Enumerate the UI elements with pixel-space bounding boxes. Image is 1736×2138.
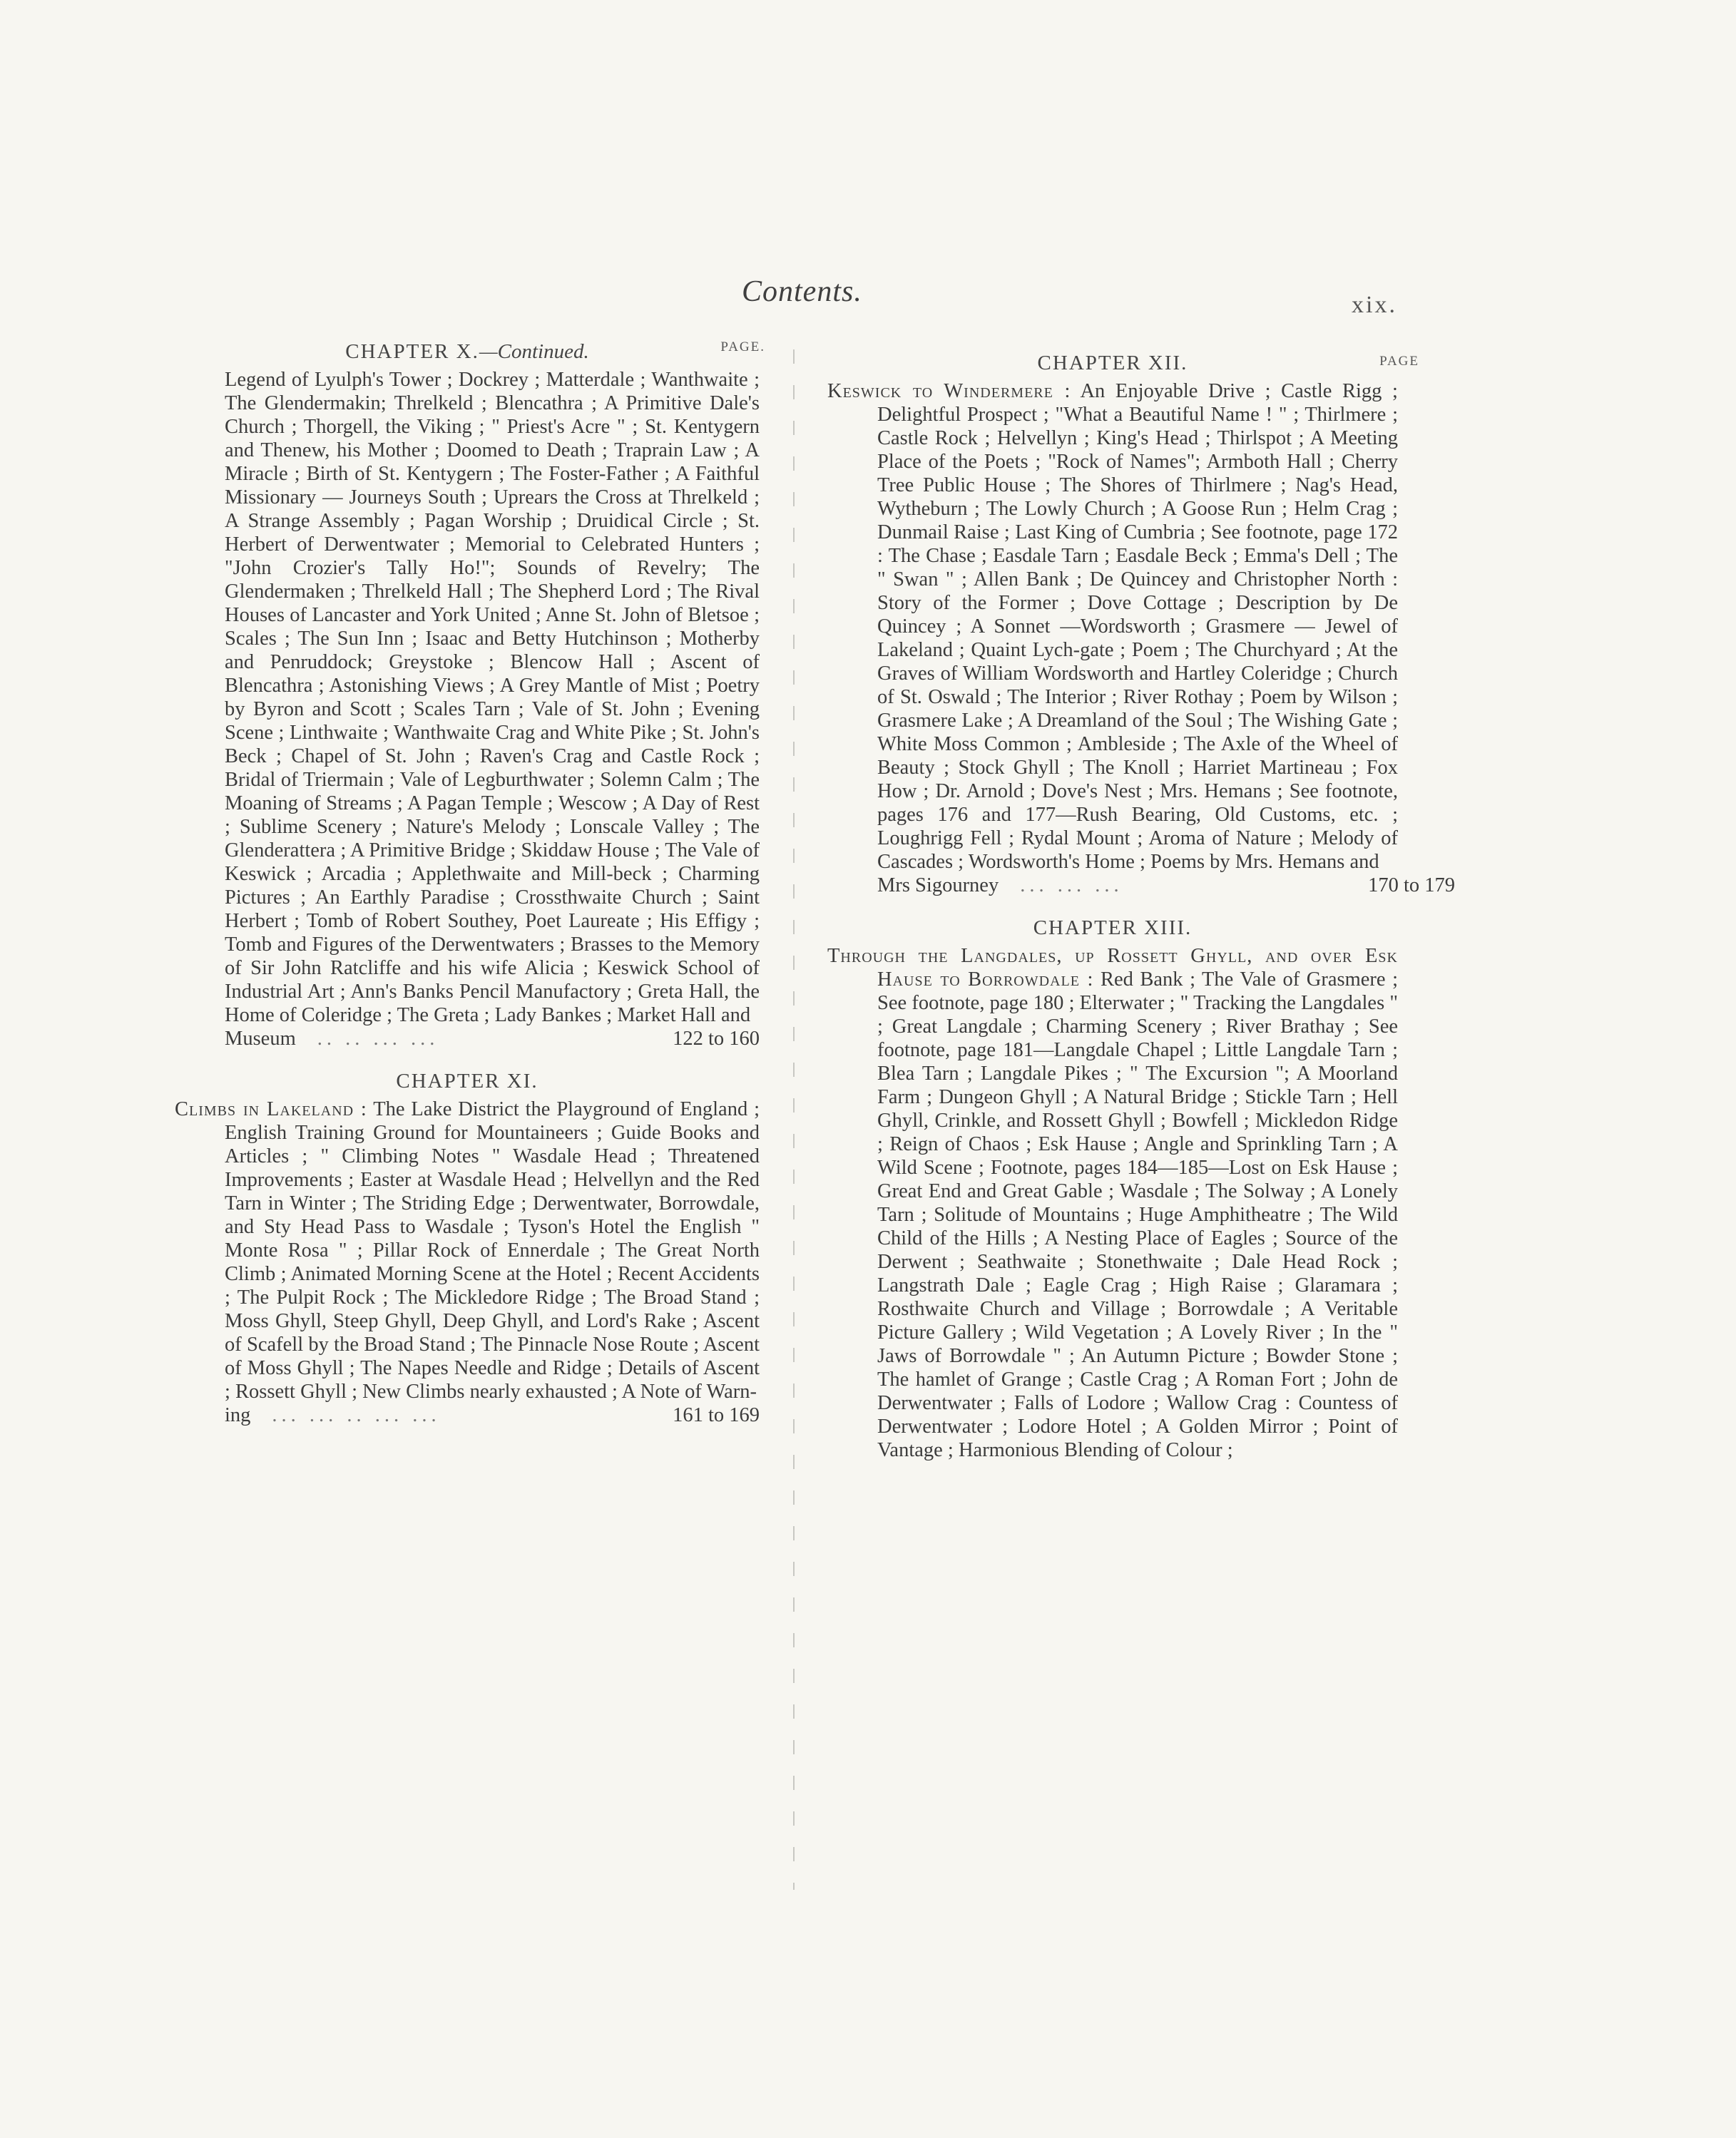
page-number: xix. (1352, 292, 1397, 318)
chapter-xi-title: CHAPTER XI. (396, 1070, 538, 1093)
chapter-x-heading (175, 335, 760, 368)
chapter-xii-text: An Enjoyable Drive ; Castle Rigg ; Delightful Prospect ; "What a Beautiful Name ! " ; Thirlmere ; Castle Rock ; Helvellyn ; King's Head ; Thirlspot ; A Meeting Place of the Poets ; "Rock of Names"; Armboth Hall ; Cherry Tree Public House ; The Shores of Thirlmere ; Nag's Head, Wytheburn ; The Lowly Church ; A Goose Run ; Helm Crag ; Dunmail Raise ; Last King of Cumbria ; See footnote, page 172 : The Chase ; Easdale Tarn ; Easdale Beck ; Emma's Dell ; The " Swan " ; Allen Bank ; De Quincey and Christopher North : Story of the Former ; Dove Cottage ; Description by De Quincey ; A Sonnet —Wordsworth ; Grasmere — Jewel of Lakeland ; Quaint Lych-gate ; Poem ; The Churchyard ; At the Graves of William Wordsworth and Hartley Coleridge ; Church of St. Oswald ; The Interior ; River Rothay ; Poem by Wilson ; Grasmere Lake ; A Dreamland of the Soul ; The Wishing Gate ; White Moss Common ; Ambleside ; The Axle of the Wheel of Beauty ; Stock Ghyll ; The Knoll ; Harriet Martineau ; Fox How ; Dr. Arnold ; Dove's Nest ; Mrs. Hemans ; See footnote, pages 176 and 177—Rush Bearing, Old Customs, etc. ; Loughrigg Fell ; Rydal Mount ; Aroma of Nature ; Melody of Cascades ; Wordsworth's Home ; Poems by Mrs. Hemans and (877, 380, 1398, 873)
chapter-x-text: Legend of Lyulph's Tower ; Dockrey ; Matterdale ; Wanthwaite ; The Glendermakin; Threlkeld ; Blencathra ; A Primitive Dale's Church ; Thorgell, the Viking ; " Priest's Acre " ; St. Kentygern and Thenew, his Mother ; Doomed to Death ; Traprain Law ; A Miracle ; Birth of St. Kentygern ; The Foster-Father ; A Faithful Missionary — Journeys South ; Uprears the Cross at Threlkeld ; A Strange Assembly ; Pagan Worship ; Druidical Circle ; St. Herbert of Derwentwater ; Memorial to Celebrated Hunters ; "John Crozier's Tally Ho!"; Sounds of Revelry; The Glendermaken ; Threlkeld Hall ; The Shepherd Lord ; The Rival Houses of Lancaster and York United ; Anne St. John of Bletsoe ; Scales ; The Sun Inn ; Isaac and Betty Hutchinson ; Motherby and Penruddock; Greystoke ; Blencow Hall ; Ascent of Blencathra ; Astonishing Views ; A Grey Mantle of Mist ; Poetry by Byron and Scott ; Scales Tarn ; Vale of St. John ; Evening Scene ; Linthwaite ; Wanthwaite Crag and White Pike ; St. John's Beck ; Chapel of St. John ; Raven's Crag and Castle Rock ; Bridal of Triermain ; Vale of Legburthwater ; Solemn Calm ; The Moaning of Streams ; A Pagan Temple ; Wescow ; A Day of Rest ; Sublime Scenery ; Nature's Melody ; Lonscale Valley ; The Glenderattera ; A Primitive Bridge ; Skiddaw House ; The Vale of Keswick ; Arcadia ; Applethwaite and Mill-beck ; Charming Pictures ; An Earthly Paradise ; Crossthwaite Church ; Saint Herbert ; Tomb of Robert Southey, Poet Laureate ; His Effigy ; Tomb and Figures of the Derwentwaters ; Brasses to the Memory of Sir John Ratcliffe and his wife Alicia ; Keswick School of Industrial Art ; Ann's Banks Pencil Manufactory ; Greta Hall, the Home of Coleridge ; The Greta ; Lady Bankes ; Market Hall and (225, 369, 760, 1026)
page-header (0, 275, 1736, 324)
chapter-xi-heading-row (175, 1065, 760, 1098)
chapter-x-contents (225, 368, 760, 1027)
right-column (827, 347, 1455, 1462)
chapter-x-continued: —Continued. (479, 340, 589, 363)
running-title: Contents. (742, 275, 862, 308)
chapter-xi-text: The Lake District the Playground of England ; English Training Ground for Mountaineers ; Guide Books and Articles ; " Climbing Notes " Wasdale Head ; Threatened Improvements ; Easter at Wasdale Head ; Helvellyn and the Red Tarn in Winter ; The Striding Edge ; Derwentwater, Borrowdale, and Sty Head Pass to Wasdale ; Tyson's Hotel the English " Monte Rosa " ; Pillar Rock of Ennerdale ; The Great North Climb ; Animated Morning Scene at the Hotel ; Recent Accidents ; The Pulpit Rock ; The Mickledore Ridge ; The Broad Stand ; Moss Ghyll, Steep Ghyll, Deep Ghyll, and Lord's Rake ; Ascent of Scafell by the Broad Stand ; The Pinnacle Nose Route ; Ascent of Moss Ghyll ; The Napes Needle and Ridge ; Details of Ascent ; Rossett Ghyll ; New Climbs nearly exhausted ; A Note of Warn- (225, 1098, 760, 1403)
chapter-xii-last-word: Mrs Sigourney (877, 874, 999, 896)
chapter-xii-page-range: 170 to 179 (1368, 874, 1455, 896)
chapter-xi-tail (225, 1403, 760, 1427)
chapter-xii-heading-row (827, 347, 1419, 379)
chapter-xi-contents (175, 1098, 760, 1403)
chapter-xi-leader-dots: ... ... .. ... ... (272, 1404, 441, 1426)
page-column-label: PAGE. (720, 339, 765, 354)
chapter-xiii-lead: Through the Langdales, up Rossett Ghyll, and over Esk Hause to Borrowdale : (827, 945, 1398, 991)
chapter-xii-title: CHAPTER XII. (1037, 352, 1188, 374)
left-column (175, 335, 765, 1427)
chapter-xii-leader-dots: ... ... ... (1020, 874, 1123, 896)
chapter-x-last-word: Museum (225, 1028, 296, 1050)
chapter-x-heading-row (175, 335, 765, 368)
chapter-xiii-contents (827, 944, 1398, 1462)
chapter-xiii-text: Red Bank ; The Vale of Grasmere ; See footnote, page 180 ; Elterwater ; " Tracking the Langdales " ; Great Langdale ; Charming Scenery ; River Brathay ; See footnote, page 181—Langdale Chapel ; Little Langdale Tarn ; Blea Tarn ; Langdale Pikes ; " The Excursion "; A Moorland Farm ; Dungeon Ghyll ; A Natural Bridge ; Stickle Tarn ; Hell Ghyll, Crinkle, and Rossett Ghyll ; Bowfell ; Mickledon Ridge ; Reign of Chaos ; Esk Hause ; Angle and Sprinkling Tarn ; A Wild Scene ; Footnote, pages 184—185—Lost on Esk Hause ; Great End and Great Gable ; Wasdale ; The Solway ; A Lonely Tarn ; Solitude of Mountains ; Huge Amphitheatre ; The Wild Child of the Hills ; A Nesting Place of Eagles ; Source of the Derwent ; Seathwaite ; Stonethwaite ; Dale Head Rock ; Langstrath Dale ; Eagle Crag ; High Raise ; Glaramara ; Rosthwaite Church and Village ; Borrowdale ; A Veritable Picture Gallery ; Wild Vegetation ; A Lovely River ; In the " Jaws of Borrowdale " ; An Autumn Picture ; Bowder Stone ; The hamlet of Grange ; Castle Crag ; A Roman Fort ; John de Derwentwater ; Falls of Lodore ; Wallow Crag : Countess of Derwentwater ; Lodore Hotel ; A Golden Mirror ; Point of Vantage ; Harmonious Blending of Colour ; (877, 968, 1398, 1461)
chapter-x-page-range: 122 to 160 (673, 1028, 760, 1050)
chapter-xiii-title: CHAPTER XIII. (1033, 916, 1193, 939)
chapter-xii-lead: Keswick to Windermere : (827, 380, 1071, 402)
page-column-label-right: PAGE (1379, 354, 1419, 369)
chapter-x-title: CHAPTER X. (345, 340, 479, 363)
chapter-x-tail (225, 1027, 760, 1050)
chapter-xi-page-range: 161 to 169 (673, 1404, 760, 1426)
chapter-x-leader-dots: .. .. ... ... (317, 1028, 439, 1050)
column-divider (793, 349, 795, 1890)
chapter-xi-last-word: ing (225, 1404, 251, 1426)
chapter-xii-contents (827, 379, 1398, 874)
chapter-xii-tail (877, 874, 1455, 897)
chapter-xiii-heading-row (827, 911, 1398, 944)
chapter-xi-lead: Climbs in Lakeland : (175, 1098, 367, 1120)
